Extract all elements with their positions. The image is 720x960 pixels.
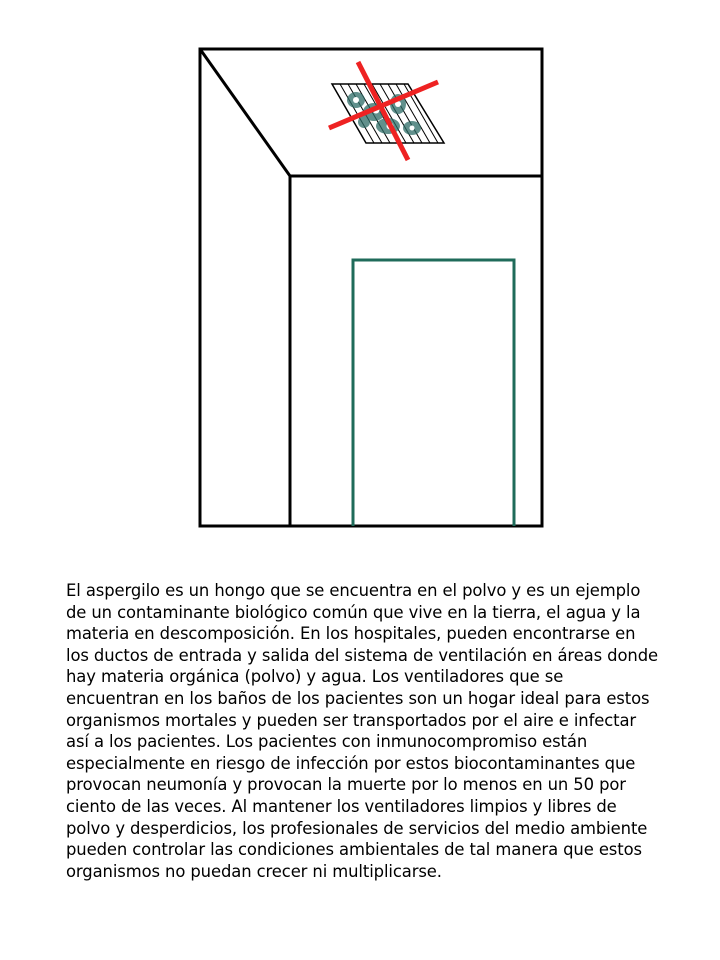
text-line: de un contaminante biológico común que vive en la tierra, el agua y la [66,602,641,622]
text-line: El aspergilo es un hongo que se encuentra en el polvo y es un ejemplo [66,581,641,600]
text-line: pueden controlar las condiciones ambientales de tal manera que estos [66,840,642,860]
door-frame [353,260,514,526]
text-line: así a los pacientes. Los pacientes con inmunocompromiso están [66,732,588,752]
text-line: los ductos de entrada y salida del sistema de ventilación en áreas donde [66,645,658,665]
text-line: organismos no puedan crecer ni multiplicarse. [66,861,442,881]
ceiling-vent [332,84,444,143]
text-line: materia en descomposición. En los hospitales, pueden encontrarse en [66,624,636,644]
text-line: polvo y desperdicios, los profesionales de servicios del medio ambiente [66,818,648,838]
vent-grille [332,84,444,143]
text-line: hay materia orgánica (polvo) y agua. Los ventiladores que se [66,667,564,687]
doorway [353,260,514,526]
aspergillus-description [66,580,666,882]
ceiling-corner-line [200,49,290,176]
text-line: especialmente en riesgo de infección por estos biocontaminantes que [66,753,636,773]
text-line: ciento de las veces. Al mantener los ventiladores limpios y libres de [66,796,617,816]
text-line: provocan neumonía y provocan la muerte por lo menos en un 50 por [66,775,626,795]
text-line: organismos mortales y pueden ser transportados por el aire e infectar [66,710,637,730]
text-line: encuentran en los baños de los pacientes son un hogar ideal para estos [66,688,650,708]
